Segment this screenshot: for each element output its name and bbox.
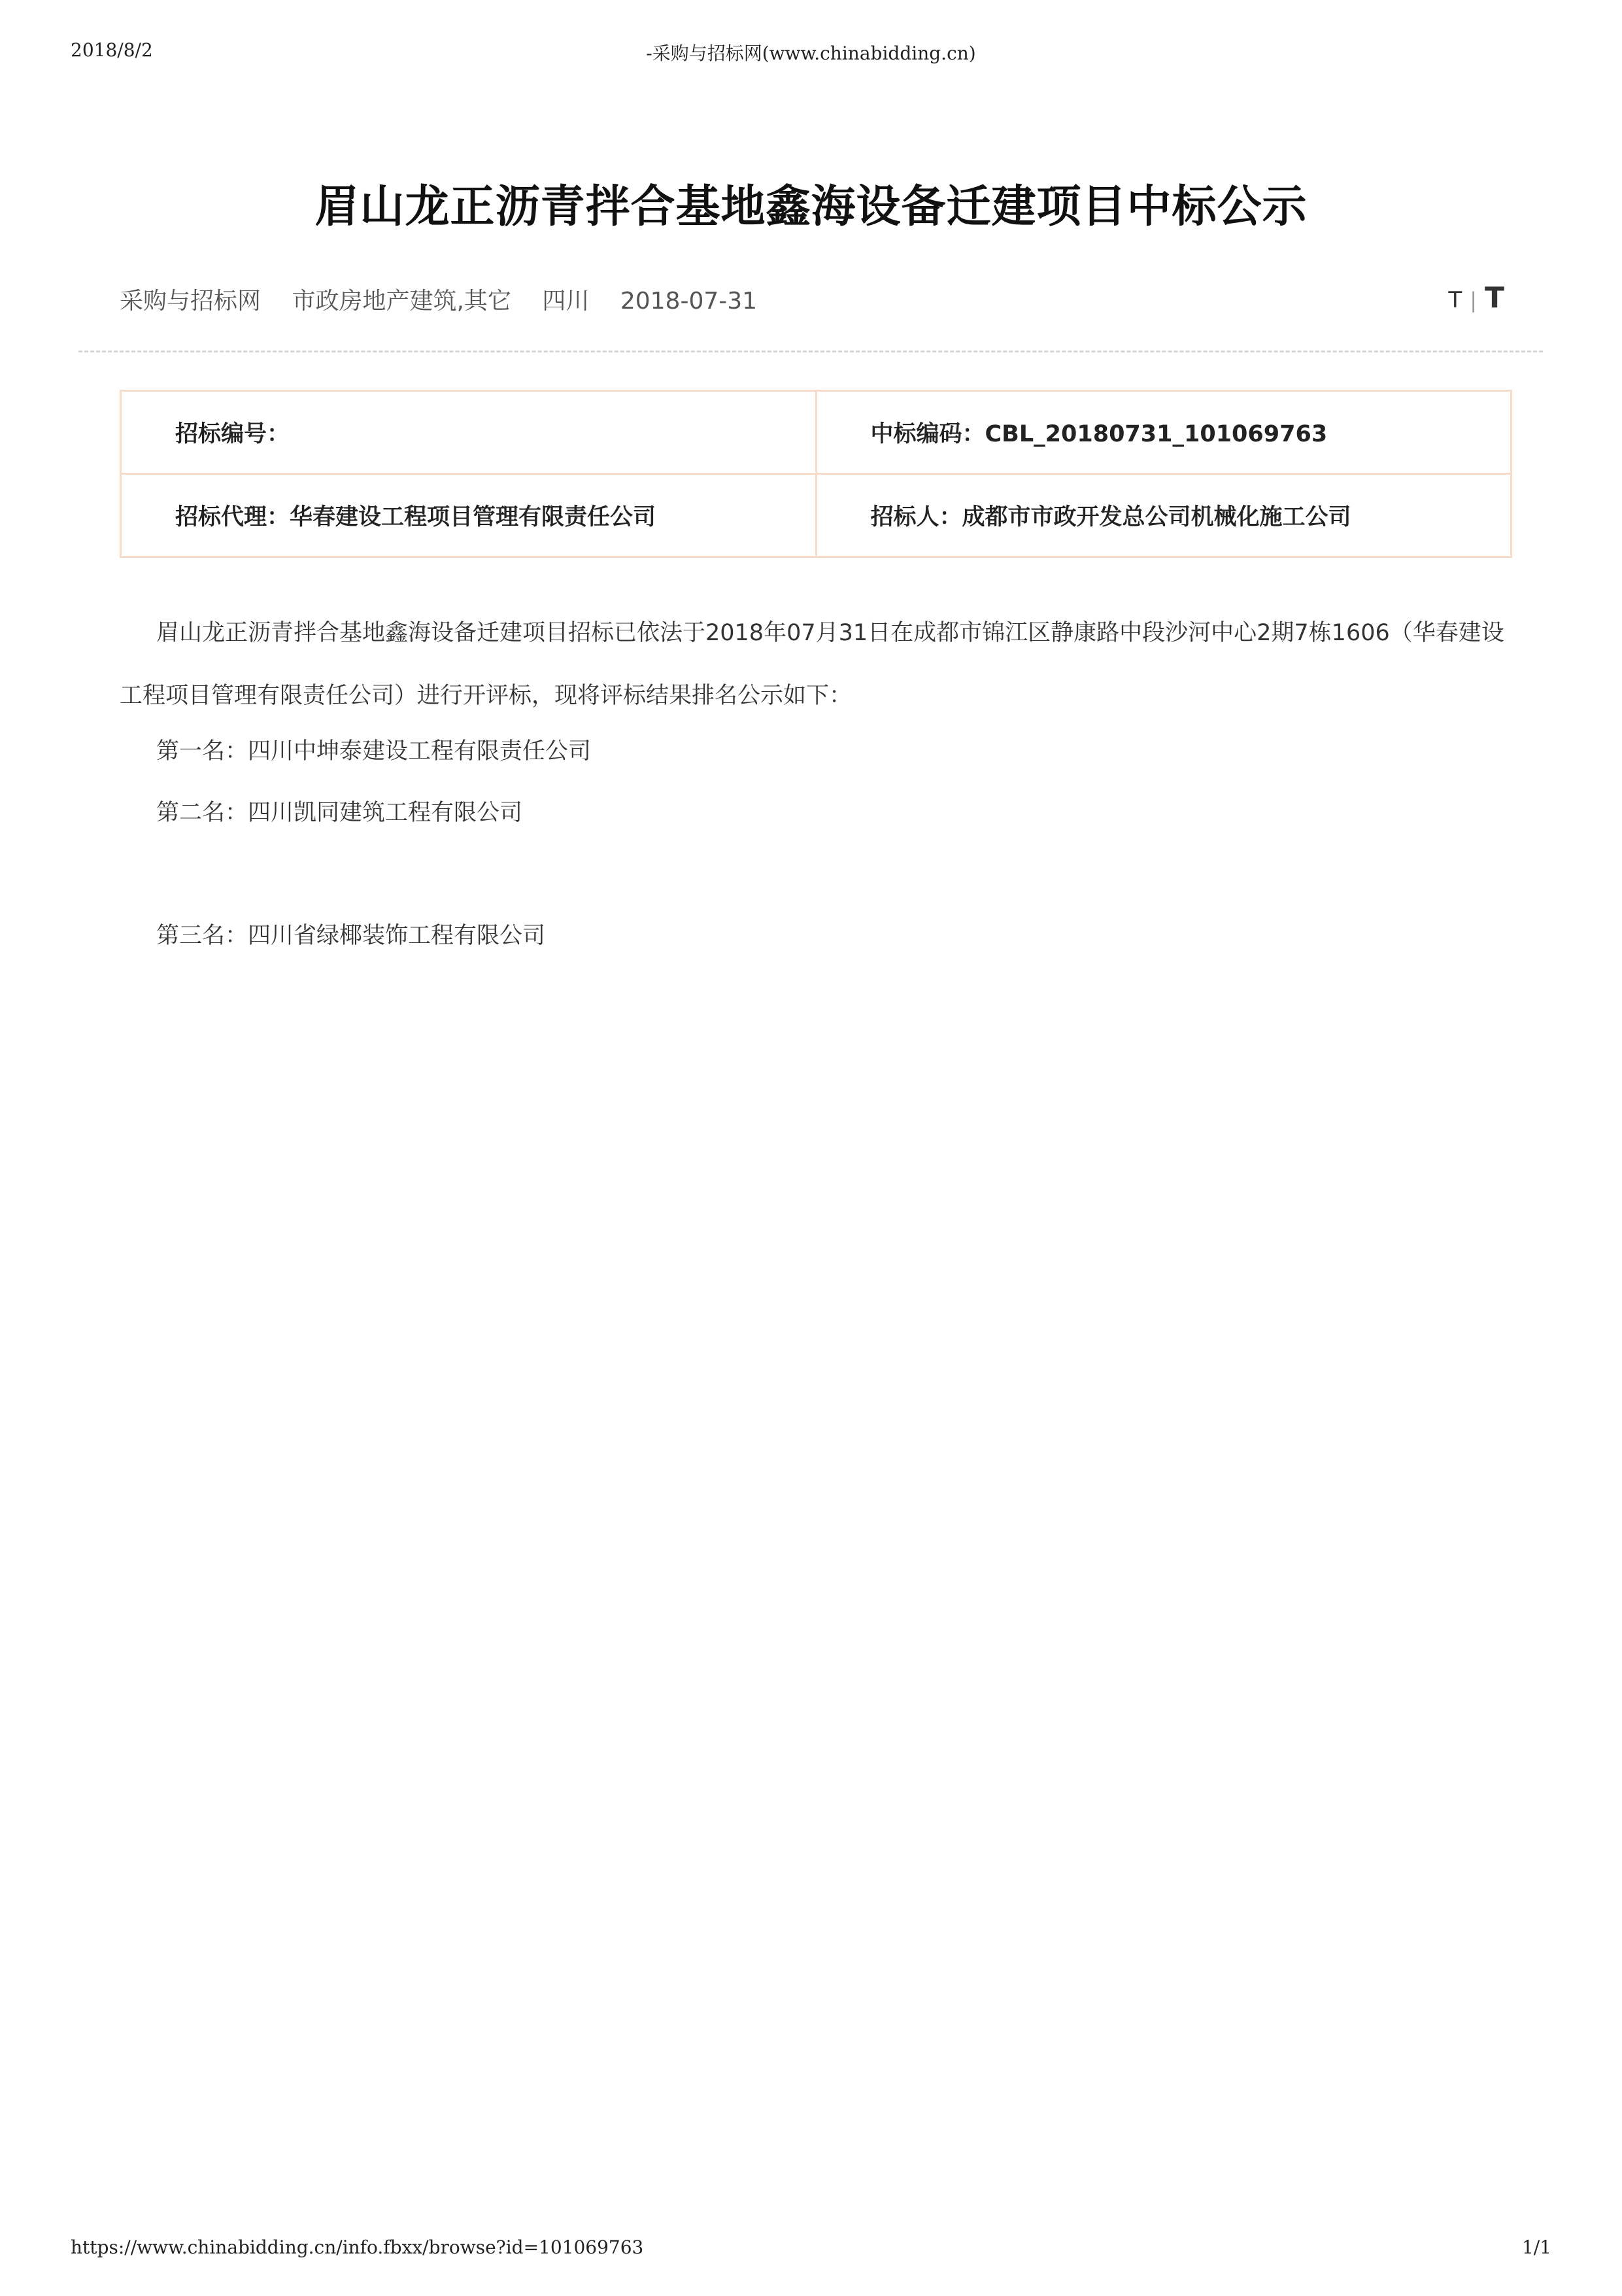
meta-category: 市政房地产建筑,其它 [292,288,511,315]
font-size-toggle [1448,281,1504,315]
page-title: 眉山龙正沥青拌合基地鑫海设备迁建项目中标公示 [314,181,1308,233]
rank-second: 第二名：四川凯同建筑工程有限公司 [156,800,523,826]
meta-source[interactable]: 采购与招标网 [120,288,262,315]
print-footer [0,2236,1622,2263]
agent-cell: 招标代理：华春建设工程项目管理有限责任公司 [121,474,817,557]
font-toggle-separator: | [1470,288,1477,313]
rank-first: 第一名：四川中坤泰建设工程有限责任公司 [156,738,592,764]
rank-third: 第三名：四川省绿椰装饰工程有限公司 [156,923,546,949]
article-body [120,602,1513,727]
award-code-cell: 中标编码：CBL_20180731_101069763 [816,391,1512,474]
announcement-paragraph: 眉山龙正沥青拌合基地鑫海设备迁建项目招标已依法于2018年07月31日在成都市锦江区静康路中段沙河中心2期7栋1606（华春建设工程项目管理有限责任公司）进行开评标，现将评标结果排名公示如下： [120,620,1504,709]
print-url: https://www.chinabidding.cn/info.fbxx/browse?id=101069763 [71,2236,644,2258]
print-header [0,39,1622,65]
dashed-divider [78,351,1543,352]
article-meta [120,283,781,316]
tender-no-cell: 招标编号： [121,391,817,474]
print-page-title: -采购与招标网(www.chinabidding.cn) [646,43,976,64]
meta-region: 四川 [542,288,590,315]
table-row [121,391,1512,474]
print-page-number: 1/1 [1521,2236,1551,2258]
font-small-button[interactable]: T [1448,287,1462,313]
meta-date: 2018-07-31 [620,288,758,315]
print-date: 2018/8/2 [71,39,153,61]
bid-info-table [120,390,1512,558]
table-row [121,474,1512,557]
tenderer-cell: 招标人：成都市市政开发总公司机械化施工公司 [816,474,1512,557]
font-large-button[interactable]: T [1484,281,1504,315]
